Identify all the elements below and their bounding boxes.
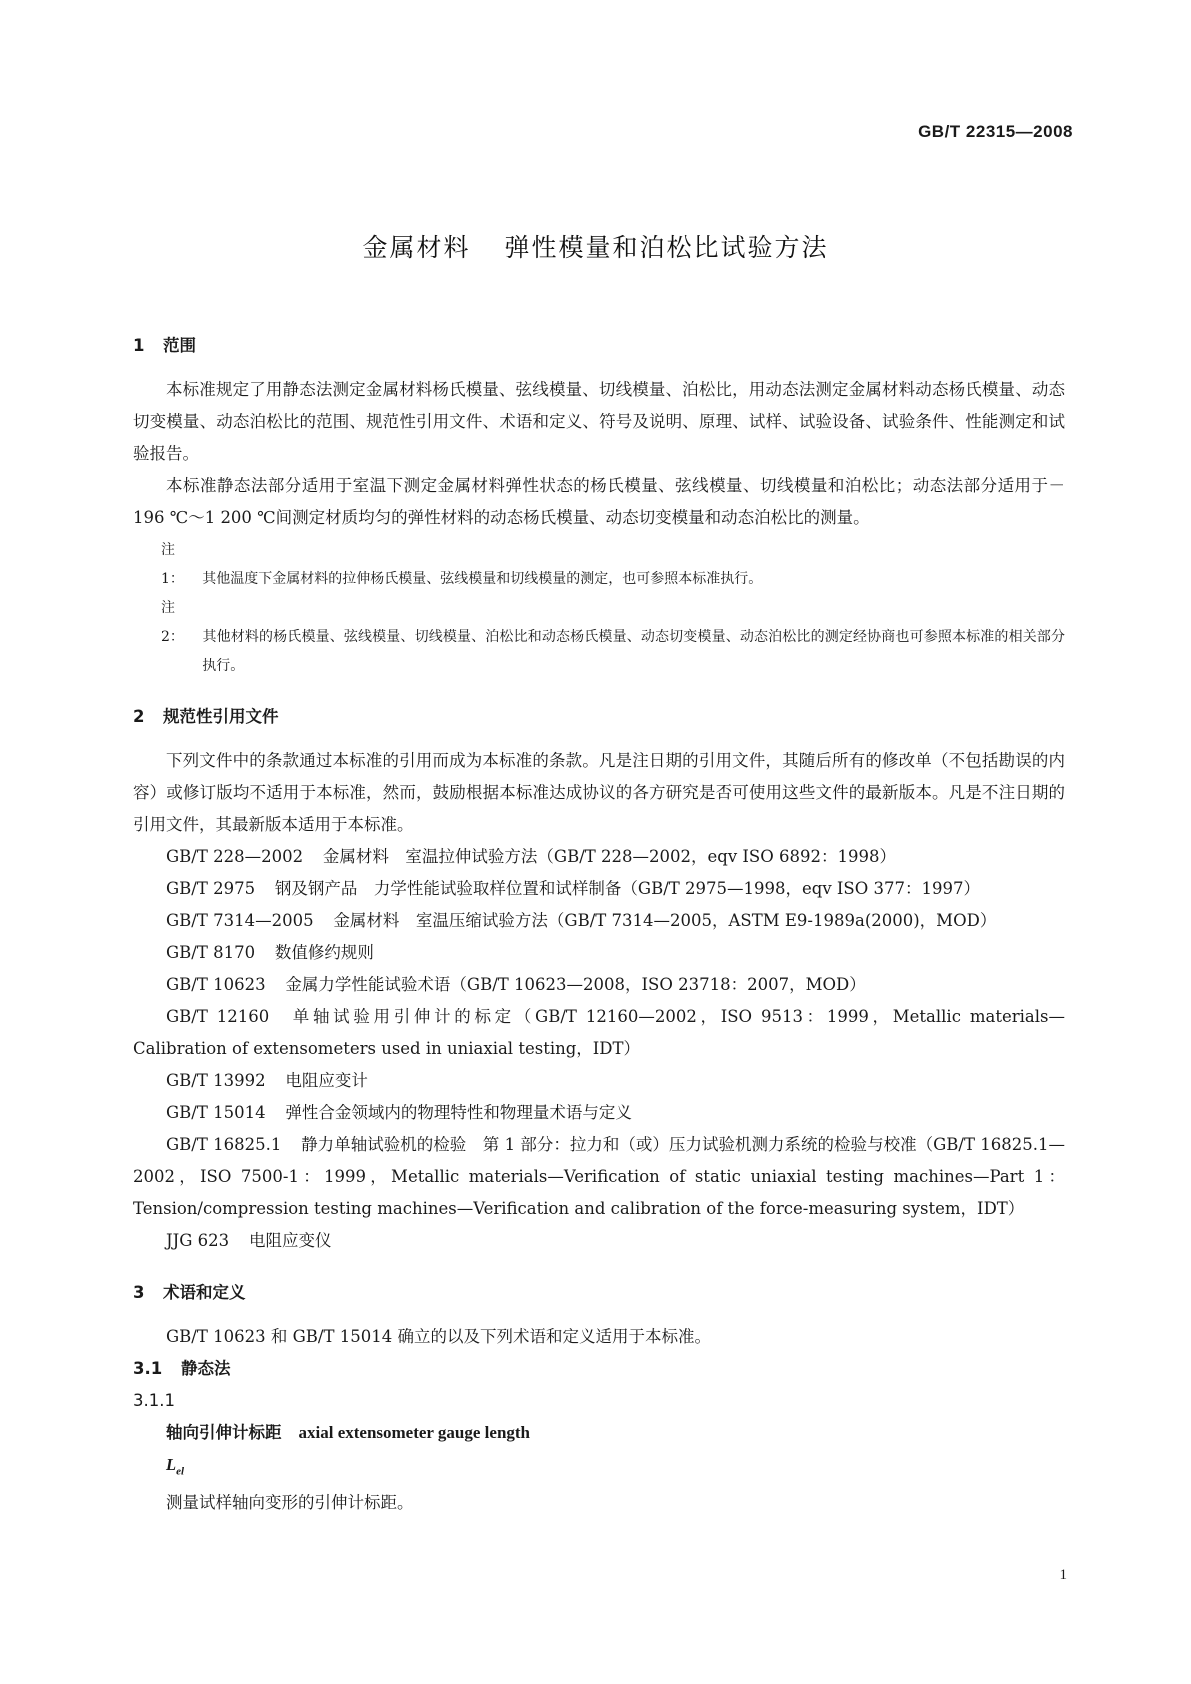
reference-list [133, 841, 1065, 1257]
section-2-heading: 2 规范性引用文件 [133, 707, 279, 726]
standard-number: GB/T 22315—2008 [918, 122, 1073, 141]
reference-item: GB/T 8170 数值修约规则 [166, 943, 374, 962]
subsection-3-1-heading: 3.1 静态法 [133, 1359, 231, 1378]
reference-item: GB/T 16825.1 静力单轴试验机的检验 第 1 部分：拉力和（或）压力试验机测力系统的检验与校准（GB/T 16825.1—2002，ISO 7500-1：1999，Metallic materials—Verification of static uniaxial testing machines—Part 1：Tension/compression testing machines—Verification and calibration of the force-measuring system，IDT） [133, 1135, 1065, 1218]
section-2-intro: 下列文件中的条款通过本标准的引用而成为本标准的条款。凡是注日期的引用文件，其随后所有的修改单（不包括勘误的内容）或修订版均不适用于本标准，然而，鼓励根据本标准达成协议的各方研究是否可使用这些文件的最新版本。凡是不注日期的引用文件，其最新版本适用于本标准。 [133, 751, 1065, 834]
section-1-paragraph: 本标准规定了用静态法测定金属材料杨氏模量、弦线模量、切线模量、泊松比，用动态法测定金属材料动态杨氏模量、动态切变模量、动态泊松比的范围、规范性引用文件、术语和定义、符号及说明、原理、试样、试验设备、试验条件、性能测定和试验报告。 [133, 380, 1065, 463]
document-title [0, 228, 1191, 264]
term-title: 轴向引伸计标距 axial extensometer gauge length [166, 1423, 531, 1442]
reference-item: JJG 623 电阻应变仪 [166, 1231, 332, 1250]
reference-item: GB/T 10623 金属力学性能试验术语（GB/T 10623—2008，ISO 23718：2007，MOD） [166, 975, 866, 994]
note-1: 注 1： 其他温度下金属材料的拉伸杨氏模量、弦线模量和切线模量的测定，也可参照本标准执行。 [161, 542, 763, 587]
note-2: 注 2： 其他材料的杨氏模量、弦线模量、切线模量、泊松比和动态杨氏模量、动态切变模量、动态泊松比的测定经协商也可参照本标准的相关部分执行。 [161, 600, 1065, 674]
page-number: 1 [1059, 1567, 1067, 1583]
reference-item: GB/T 2975 钢及钢产品 力学性能试验取样位置和试样制备（GB/T 2975—1998，eqv ISO 377：1997） [166, 879, 980, 898]
title-part-2: 弹性模量和泊松比试验方法 [504, 233, 829, 262]
reference-item: GB/T 15014 弹性合金领域内的物理特性和物理量术语与定义 [166, 1103, 632, 1122]
section-1-paragraph: 本标准静态法部分适用于室温下测定金属材料弹性状态的杨氏模量、弦线模量、切线模量和泊松比；动态法部分适用于－196 ℃～1 200 ℃间测定材质均匀的弹性材料的动态杨氏模量、动态切变模量和动态泊松比的测量。 [133, 476, 1065, 527]
reference-item: GB/T 7314—2005 金属材料 室温压缩试验方法（GB/T 7314—2005，ASTM E9-1989a(2000)，MOD） [166, 911, 997, 930]
section-3-intro: GB/T 10623 和 GB/T 15014 确立的以及下列术语和定义适用于本标准。 [166, 1327, 711, 1346]
section-3-heading: 3 术语和定义 [133, 1283, 246, 1302]
title-part-1: 金属材料 [362, 233, 471, 262]
term-symbol: $L_{el}$ [166, 1455, 185, 1478]
section-1-heading: 1 范围 [133, 336, 196, 355]
reference-item: GB/T 228—2002 金属材料 室温拉伸试验方法（GB/T 228—2002，eqv ISO 6892：1998） [166, 847, 896, 866]
reference-item: GB/T 13992 电阻应变计 [166, 1071, 368, 1090]
term-definition: 测量试样轴向变形的引伸计标距。 [166, 1493, 414, 1513]
reference-item: GB/T 12160 单轴试验用引伸计的标定（GB/T 12160—2002，ISO 9513：1999，Metallic materials—Calibration of extensometers used in uniaxial testing，IDT） [133, 1007, 1065, 1058]
subsection-3-1-1-number: 3.1.1 [133, 1391, 175, 1410]
document-body [133, 330, 1065, 1519]
